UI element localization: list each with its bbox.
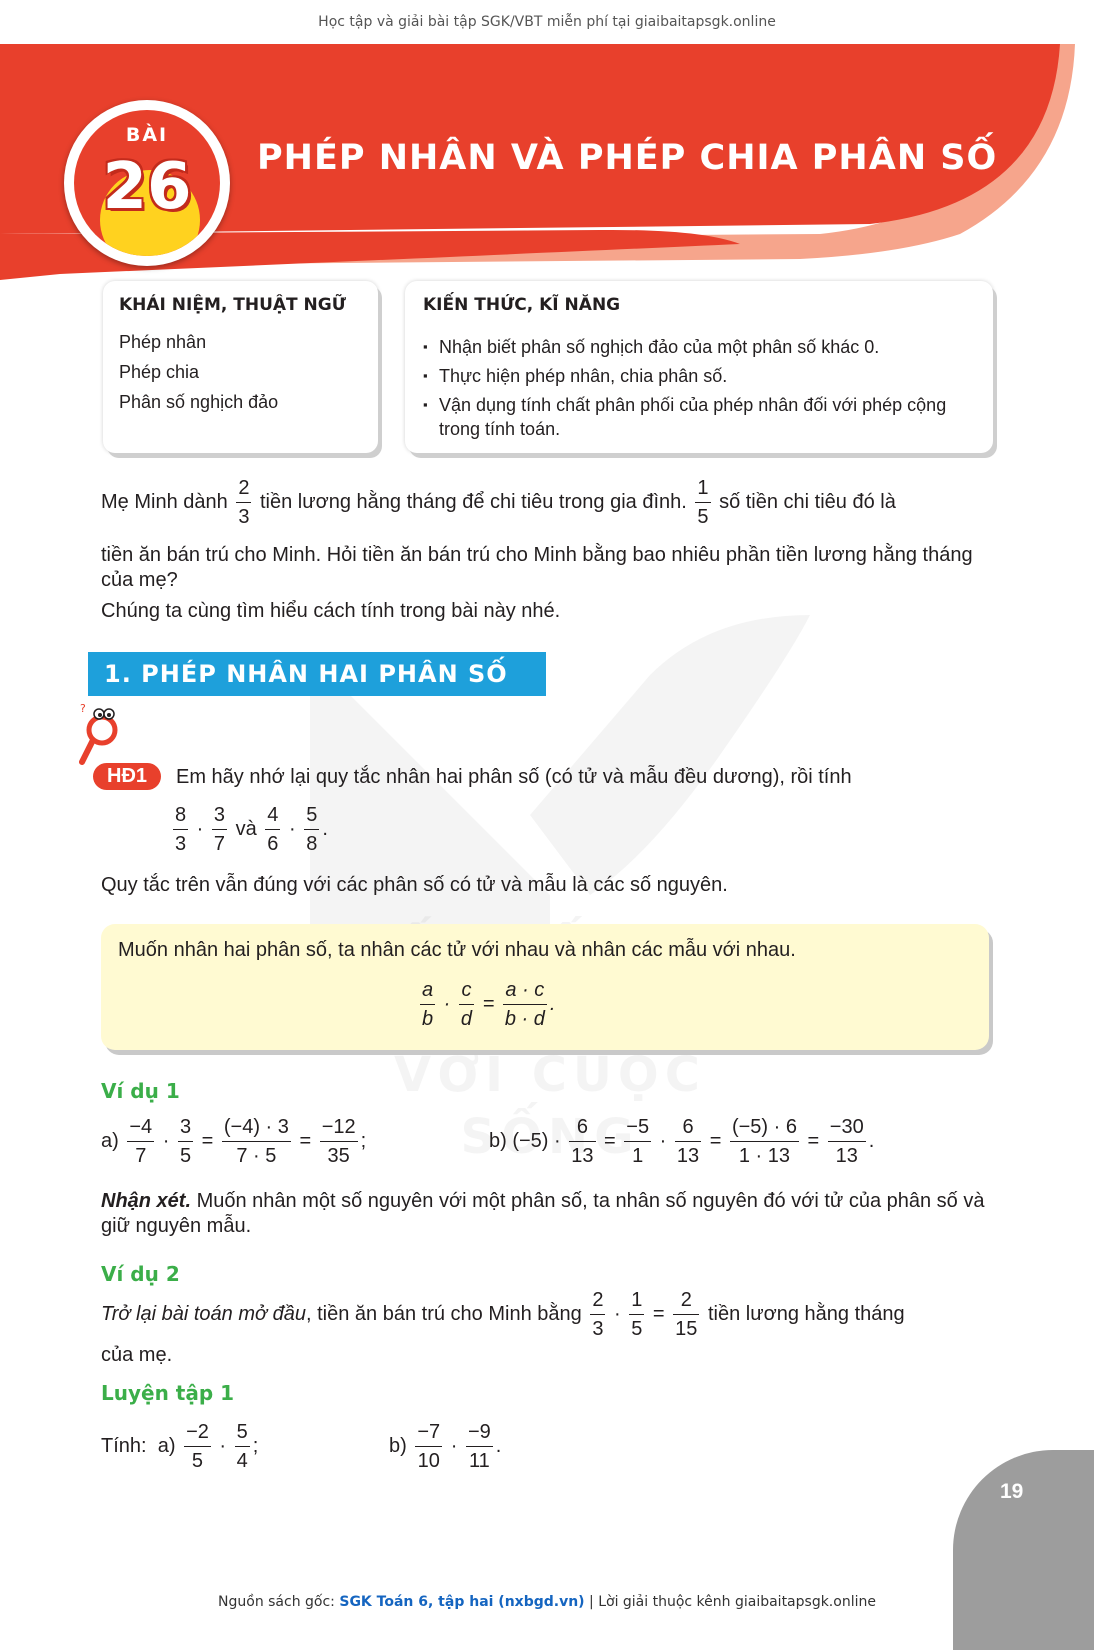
- term-item: Phép chia: [119, 362, 200, 382]
- fraction: [222, 1117, 291, 1166]
- skills-heading: KIẾN THỨC, KĨ NĂNG: [423, 295, 621, 315]
- svg-text:?: ?: [80, 702, 86, 715]
- denominator: 1 · 13: [738, 1145, 791, 1167]
- denominator: 7: [135, 1145, 147, 1167]
- denominator: 3: [238, 506, 250, 528]
- intro-line-1: [101, 478, 1001, 527]
- example1-heading: Ví dụ 1: [101, 1079, 180, 1103]
- lesson-title: PHÉP NHÂN VÀ PHÉP CHIA PHÂN SỐ: [257, 138, 998, 178]
- fraction: [415, 1422, 442, 1471]
- intro-line-3: Chúng ta cùng tìm hiểu cách tính trong bài này nhé.: [101, 600, 561, 622]
- intro-line-2: tiền ăn bán trú cho Minh. Hỏi tiền ăn bán trú cho Minh bằng bao nhiêu phần tiền lương hằng tháng của mẹ?: [101, 544, 973, 591]
- fraction: [184, 1422, 211, 1471]
- term-item: Phân số nghịch đảo: [119, 392, 279, 412]
- fraction: [127, 1117, 154, 1166]
- numerator: 5: [235, 1422, 250, 1447]
- numerator: a: [420, 980, 435, 1005]
- denominator: 5: [631, 1318, 643, 1340]
- and-text: và: [235, 817, 257, 840]
- skill-item: ▪ Vận dụng tính chất phân phối của phép nhân đối với phép cộng trong tính toán.: [423, 393, 975, 441]
- numerator: −9: [466, 1422, 493, 1447]
- lesson-label: BÀI: [125, 124, 169, 146]
- denominator: 15: [675, 1318, 698, 1340]
- numerator: 6: [569, 1117, 595, 1142]
- denominator: 5: [179, 1145, 192, 1167]
- fraction: [235, 1422, 250, 1471]
- intro-text: số tiền chi tiêu đó là: [719, 490, 896, 513]
- numerator: a · c: [503, 980, 547, 1005]
- fraction: [236, 478, 251, 527]
- denominator: 13: [571, 1145, 594, 1167]
- rule-text: Muốn nhân hai phân số, ta nhân các tử với nhau và nhân các mẫu với nhau.: [118, 939, 796, 961]
- skill-item: ▪ Nhận biết phân số nghịch đảo của một phân số khác 0.: [423, 335, 975, 359]
- denominator: 3: [175, 833, 187, 855]
- numerator: 2: [590, 1290, 605, 1315]
- denominator: 7: [213, 833, 226, 855]
- fraction: [178, 1117, 193, 1166]
- numerator: c: [459, 980, 474, 1005]
- header-note: Học tập và giải bài tập SGK/VBT miễn phí tại giaibaitapsgk.online: [318, 14, 776, 30]
- lesson-number-badge: [64, 100, 230, 266]
- fraction: [466, 1422, 493, 1471]
- example2-line2: của mẹ.: [101, 1344, 173, 1366]
- lesson-number: 26: [102, 150, 192, 224]
- numerator: 3: [212, 805, 227, 830]
- hd1-text: Em hãy nhớ lại quy tắc nhân hai phân số (có tử và mẫu đều dương), rồi tính: [176, 766, 852, 788]
- practice1-a: Tính: a) $\frac{-2}{5}$ · $\frac{5}{4}$ ;: [101, 1421, 259, 1472]
- fraction: [624, 1117, 651, 1166]
- denominator: 35: [327, 1145, 350, 1167]
- numerator: 5: [304, 805, 319, 830]
- example2-heading: Ví dụ 2: [101, 1262, 180, 1286]
- numerator: −12: [320, 1117, 358, 1142]
- numerator: −2: [184, 1422, 211, 1447]
- denominator: 5: [697, 506, 709, 528]
- denominator: 4: [236, 1450, 248, 1472]
- numerator: 1: [629, 1290, 644, 1315]
- denominator: 6: [267, 833, 279, 855]
- fraction: [503, 980, 547, 1029]
- fraction: [212, 805, 227, 854]
- example1-b: b) (−5) · $\frac{6}{13}$ = $\frac{-5}{1}$ · $\frac{6}{13}$ = $\frac{(-5) \cdot 6}{1 \cdot 13}$ = $\frac{-30}{13}$ .: [489, 1116, 875, 1167]
- fraction: [320, 1117, 358, 1166]
- numerator: (−4) · 3: [222, 1117, 291, 1142]
- section-header: 1. PHÉP NHÂN HAI PHÂN SỐ: [88, 652, 546, 696]
- fraction: [730, 1117, 799, 1166]
- example1-a: a) $\frac{-4}{7}$ · $\frac{3}{5}$ = $\frac{(-4) \cdot 3}{7 \cdot 5}$ = $\frac{-12}{35}$ ;: [101, 1116, 367, 1167]
- practice1-heading: Luyện tập 1: [101, 1381, 235, 1405]
- footer-note: Nguồn sách gốc: SGK Toán 6, tập hai (nxbgd.vn) | Lời giải thuộc kênh giaibaitapsgk.online: [218, 1594, 876, 1610]
- example1-note: Nhận xét. Muốn nhân một số nguyên với một phân số, ta nhân số nguyên đó với tử của phân số và giữ nguyên mẫu.: [101, 1190, 985, 1237]
- hd1-badge: HĐ1: [93, 763, 161, 790]
- fraction: [629, 1290, 644, 1339]
- denominator: 13: [676, 1145, 700, 1167]
- intro-text: Mẹ Minh dành: [101, 490, 228, 513]
- denominator: b: [422, 1008, 434, 1030]
- numerator: −7: [415, 1422, 442, 1447]
- numerator: 8: [173, 805, 188, 830]
- practice1-b: b) $\frac{-7}{10}$ · $\frac{-9}{11}$ .: [389, 1421, 502, 1472]
- numerator: 4: [265, 805, 280, 830]
- magnifier-icon: [76, 700, 122, 766]
- fraction: [459, 980, 474, 1029]
- page-number-tab: [953, 1450, 1094, 1650]
- fraction: [265, 805, 280, 854]
- intro-text: tiền lương hằng tháng để chi tiêu trong gia đình.: [260, 490, 687, 513]
- source-link[interactable]: SGK Toán 6, tập hai (nxbgd.vn): [339, 1594, 585, 1610]
- numerator: 1: [695, 478, 710, 503]
- fraction: [569, 1117, 595, 1166]
- numerator: −5: [624, 1117, 651, 1142]
- denominator: 10: [417, 1450, 440, 1472]
- numerator: −4: [127, 1117, 154, 1142]
- terms-box: [103, 281, 378, 453]
- rule-box: [101, 924, 989, 1050]
- numerator: 3: [178, 1117, 193, 1142]
- fraction: [695, 478, 710, 527]
- numerator: (−5) · 6: [730, 1117, 799, 1142]
- denominator: 3: [592, 1318, 604, 1340]
- denominator: b · d: [504, 1008, 545, 1030]
- denominator: 5: [191, 1450, 204, 1472]
- hd1-note: Quy tắc trên vẫn đúng với các phân số có tử và mẫu là các số nguyên.: [101, 874, 728, 896]
- denominator: 11: [468, 1450, 490, 1472]
- denominator: 1: [632, 1145, 644, 1167]
- denominator: 8: [306, 833, 318, 855]
- numerator: 2: [673, 1290, 699, 1315]
- denominator: 7 · 5: [236, 1145, 277, 1167]
- fraction: [673, 1290, 699, 1339]
- fraction: [420, 980, 435, 1029]
- fraction: [675, 1117, 701, 1166]
- denominator: d: [460, 1008, 473, 1030]
- term-item: Phép nhân: [119, 332, 207, 352]
- page-number: 19: [1000, 1480, 1024, 1503]
- skill-item: ▪ Thực hiện phép nhân, chia phân số.: [423, 364, 975, 388]
- fraction: [828, 1117, 866, 1166]
- fraction: [590, 1290, 605, 1339]
- numerator: 2: [236, 478, 251, 503]
- numerator: −30: [828, 1117, 866, 1142]
- skills-box: [405, 281, 993, 453]
- fraction: [173, 805, 188, 854]
- numerator: 6: [675, 1117, 701, 1142]
- denominator: 13: [835, 1145, 858, 1167]
- example2-line1: Trở lại bài toán mở đầu, tiền ăn bán trú cho Minh bằng $\frac{2}{3}$ · $\frac{1}{5}$ = $\frac{2}{15}$ tiền lương hằng tháng: [101, 1289, 905, 1340]
- terms-heading: KHÁI NIỆM, THUẬT NGỮ: [119, 295, 346, 315]
- fraction: [304, 805, 319, 854]
- hd1-fractions: $\frac{8}{3}$ · $\frac{3}{7}$ và $\frac{4}{6}$ · $\frac{5}{8}$ .: [175, 804, 328, 855]
- rule-formula: $\frac{a}{b}$ · $\frac{c}{d}$ = $\frac{a \cdot c}{b \cdot d}$ .: [422, 979, 556, 1030]
